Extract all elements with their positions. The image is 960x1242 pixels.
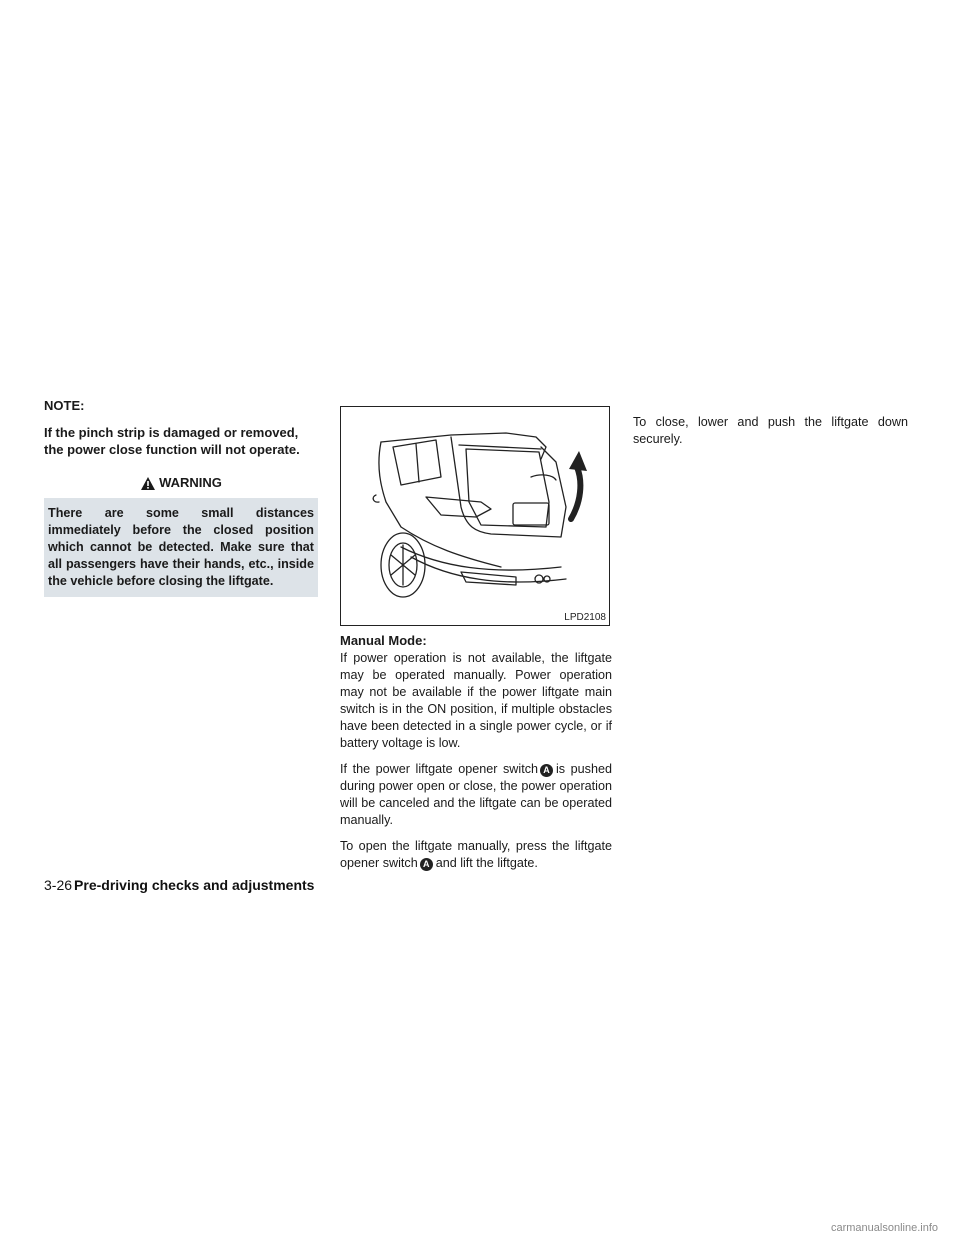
close-instruction: To close, lower and push the liftgate down securely. xyxy=(633,415,908,446)
manual-mode-para-2 xyxy=(340,761,612,829)
para-3-start: To open the liftgate manually, press the liftgate opener switch xyxy=(340,839,612,870)
right-column xyxy=(633,414,908,457)
manual-mode-para-1: If power operation is not available, the liftgate may be operated manually. Power operation may not be available if the power liftgate main switch is in the ON position, if multiple obstacles have been detected in a single power cycle, or if battery voltage is low. xyxy=(340,651,612,750)
manual-mode-para-3 xyxy=(340,838,612,872)
middle-column xyxy=(340,406,612,881)
callout-a-icon: A xyxy=(540,764,553,777)
para-2-start: If the power liftgate opener switch xyxy=(340,762,538,776)
page-footer xyxy=(44,877,314,893)
figure-code: LPD2108 xyxy=(564,612,606,623)
section-title: Pre-driving checks and adjustments xyxy=(74,877,315,893)
note-body: If the pinch strip is damaged or removed, the power close function will not operate. xyxy=(44,425,300,457)
callout-a-icon: A xyxy=(420,858,433,871)
warning-triangle-icon xyxy=(140,476,156,491)
warning-box xyxy=(44,498,318,597)
manual-mode-heading: Manual Mode: xyxy=(340,633,427,648)
liftgate-illustration xyxy=(340,406,610,626)
vehicle-rear-drawing xyxy=(341,407,608,624)
watermark: carmanualsonline.info xyxy=(830,1222,938,1234)
para-2-end: is pushed during power open or close, the power operation will be canceled and the liftgate can be operated manually. xyxy=(340,762,612,827)
warning-heading xyxy=(44,474,318,492)
page-number: 3-26 xyxy=(44,877,73,893)
para-3-end: and lift the liftgate. xyxy=(435,856,538,870)
note-label: NOTE: xyxy=(44,398,85,413)
warning-body: There are some small distances immediately before the closed position which cannot be detected. Make sure that all passengers have their hands, etc., inside the vehicle before closing the liftgate. xyxy=(48,506,314,588)
warning-title: WARNING xyxy=(159,475,222,490)
left-column xyxy=(44,398,318,597)
